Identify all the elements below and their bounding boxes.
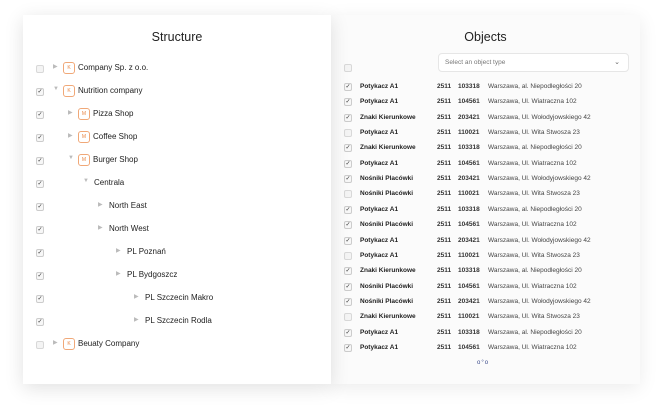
object-row[interactable] — [331, 251, 640, 265]
object-code: 2511 — [437, 343, 452, 351]
object-code: 2511 — [437, 83, 452, 90]
object-code: 2511 — [437, 205, 452, 213]
object-row[interactable] — [331, 282, 640, 296]
object-id: 203421 — [458, 236, 480, 244]
object-address: Warszawa, Ul. Wita Stwosza 23 — [488, 313, 580, 321]
tree-item-checkbox[interactable]: ✓ — [37, 89, 43, 95]
select-all-checkbox[interactable] — [344, 64, 352, 72]
object-row-checkbox[interactable]: ✓ — [345, 298, 351, 305]
tree-item-checkbox[interactable] — [36, 341, 44, 349]
tree-item[interactable] — [23, 108, 331, 122]
tree-item[interactable] — [23, 315, 331, 329]
tree-item[interactable] — [23, 269, 331, 283]
object-row-checkbox[interactable]: ✓ — [345, 329, 351, 336]
object-address: Warszawa, al. Niepodległości 20 — [488, 144, 582, 152]
object-address: Warszawa, Ul. Wita Stwosza 23 — [488, 251, 580, 259]
tree-item-label: Burger Shop — [93, 155, 138, 164]
objects-title: Objects — [464, 30, 507, 44]
object-row[interactable] — [331, 220, 640, 234]
object-id: 104561 — [458, 343, 480, 351]
tree-item-checkbox[interactable]: ✓ — [37, 227, 43, 233]
tree-item-checkbox[interactable]: ✓ — [37, 250, 43, 256]
object-id: 104561 — [458, 159, 480, 167]
object-id: 104561 — [458, 282, 480, 290]
object-name: Nośniki Placówki — [360, 221, 414, 229]
tree-item-label: Nutrition company — [78, 86, 143, 95]
tree-item[interactable] — [23, 246, 331, 260]
object-name: Znaki Kierunkowe — [360, 267, 416, 275]
caret-right-icon[interactable]: ▶ — [53, 340, 58, 346]
tree-item[interactable] — [23, 131, 331, 145]
object-code: 2511 — [437, 221, 452, 229]
object-row[interactable] — [331, 312, 640, 326]
caret-right-icon[interactable]: ▶ — [134, 317, 139, 323]
object-code: 2511 — [437, 282, 452, 290]
object-row-checkbox[interactable]: ✓ — [345, 160, 351, 167]
tree-item-label: North East — [109, 201, 147, 210]
tree-item-label: PL Szczecin Rodla — [145, 316, 212, 325]
object-name: Nośniki Placówki — [360, 282, 414, 290]
object-code: 2511 — [437, 113, 452, 121]
objects-panel — [331, 15, 640, 384]
object-name: Potykacz A1 — [360, 83, 399, 90]
tree-item[interactable] — [23, 85, 331, 99]
object-row[interactable] — [331, 297, 640, 311]
object-row[interactable] — [331, 159, 640, 173]
tree-item-label: Coffee Shop — [93, 132, 138, 141]
object-row[interactable] — [331, 205, 640, 219]
tree-item-label: Beuaty Company — [78, 339, 140, 348]
object-row[interactable] — [331, 128, 640, 142]
object-row[interactable] — [331, 174, 640, 188]
tree-item-label: Pizza Shop — [93, 109, 134, 118]
object-address: Warszawa, Ul. Wiatraczna 102 — [488, 221, 577, 229]
object-code: 2511 — [437, 190, 452, 198]
object-id: 103318 — [458, 205, 480, 213]
object-id: 103318 — [458, 328, 480, 336]
caret-right-icon[interactable]: ▶ — [53, 64, 58, 70]
tree-item-label: Company Sp. z o.o. — [78, 63, 149, 72]
object-code: 2511 — [437, 129, 452, 137]
object-address: Warszawa, Ul. Wołodyjowskiego 42 — [488, 113, 591, 121]
object-code: 2511 — [437, 236, 452, 244]
object-id: 110021 — [458, 129, 480, 137]
node-type-badge: M — [78, 154, 90, 166]
caret-down-icon[interactable]: ▼ — [53, 86, 59, 92]
object-id: 104561 — [458, 98, 480, 106]
object-row-checkbox[interactable]: ✓ — [345, 237, 351, 244]
object-code: 2511 — [437, 98, 452, 106]
object-name: Potykacz A1 — [360, 205, 399, 213]
object-name: Znaki Kierunkowe — [360, 144, 416, 152]
tree-item-checkbox[interactable]: ✓ — [37, 319, 43, 325]
object-id: 110021 — [458, 190, 480, 198]
caret-right-icon[interactable]: ▶ — [116, 271, 121, 277]
tree-item-checkbox[interactable]: ✓ — [37, 181, 43, 187]
node-type-badge: M — [78, 108, 90, 120]
object-name: Nośniki Placówki — [360, 175, 414, 183]
object-name: Potykacz A1 — [360, 159, 399, 167]
object-name: Potykacz A1 — [360, 129, 399, 137]
object-address: Warszawa, al. Niepodległości 20 — [488, 328, 582, 336]
object-row[interactable] — [331, 113, 640, 127]
object-row-checkbox[interactable]: ✓ — [345, 99, 351, 106]
object-id: 103318 — [458, 83, 480, 90]
object-row-checkbox[interactable]: ✓ — [345, 222, 351, 229]
caret-right-icon[interactable]: ▶ — [116, 248, 121, 254]
object-address: Warszawa, Ul. Wołodyjowskiego 42 — [488, 175, 591, 183]
object-address: Warszawa, Ul. Wita Stwosza 23 — [488, 129, 580, 137]
object-id: 110021 — [458, 251, 480, 259]
object-row-checkbox[interactable]: ✓ — [345, 268, 351, 275]
object-code: 2511 — [437, 251, 452, 259]
tree-item-checkbox[interactable]: ✓ — [37, 135, 43, 141]
object-row-checkbox[interactable] — [344, 129, 352, 137]
object-address: Warszawa, Ul. Wiatraczna 102 — [488, 159, 577, 167]
caret-right-icon[interactable]: ▶ — [98, 225, 103, 231]
object-address: Warszawa, al. Niepodległości 20 — [488, 83, 582, 90]
object-row-checkbox[interactable] — [344, 252, 352, 260]
object-id: 203421 — [458, 113, 480, 121]
object-name: Nośniki Placówki — [360, 190, 414, 198]
tree-item[interactable] — [23, 338, 331, 352]
structure-panel — [23, 15, 331, 384]
tree-item-label: PL Poznań — [127, 247, 166, 256]
tree-item-checkbox[interactable]: ✓ — [37, 273, 43, 279]
object-address: Warszawa, al. Niepodległości 20 — [488, 205, 582, 213]
object-row-checkbox[interactable]: ✓ — [345, 84, 351, 90]
object-row-checkbox[interactable]: ✓ — [345, 114, 351, 121]
object-id: 110021 — [458, 313, 480, 321]
tree-item[interactable] — [23, 62, 331, 76]
object-id: 104561 — [458, 221, 480, 229]
object-row[interactable] — [331, 189, 640, 203]
object-row-checkbox[interactable] — [344, 190, 352, 198]
tree-item[interactable] — [23, 292, 331, 306]
object-row[interactable] — [331, 82, 640, 96]
tree-item-checkbox[interactable]: ✓ — [37, 296, 43, 302]
tree-item-checkbox[interactable]: ✓ — [37, 112, 43, 118]
chevron-down-icon: ⌄ — [614, 59, 620, 66]
object-address: Warszawa, al. Niepodległości 20 — [488, 267, 582, 275]
node-type-badge: K — [63, 62, 75, 74]
object-row-checkbox[interactable]: ✓ — [345, 206, 351, 213]
object-code: 2511 — [437, 328, 452, 336]
object-id: 203421 — [458, 297, 480, 305]
object-type-select[interactable] — [438, 53, 629, 72]
object-code: 2511 — [437, 144, 452, 152]
object-row[interactable] — [331, 266, 640, 280]
object-code: 2511 — [437, 175, 452, 183]
object-code: 2511 — [437, 313, 452, 321]
object-code: 2511 — [437, 159, 452, 167]
object-name: Potykacz A1 — [360, 343, 399, 351]
object-code: 2511 — [437, 297, 452, 305]
object-address: Warszawa, Ul. Wołodyjowskiego 42 — [488, 236, 591, 244]
tree-item-checkbox[interactable]: ✓ — [37, 158, 43, 164]
object-row-checkbox[interactable]: ✓ — [345, 176, 351, 183]
object-name: Potykacz A1 — [360, 236, 399, 244]
object-code: 2511 — [437, 267, 452, 275]
caret-right-icon[interactable]: ▶ — [134, 294, 139, 300]
object-address: Warszawa, Ul. Wiatraczna 102 — [488, 343, 577, 351]
object-id: 203421 — [458, 175, 480, 183]
tree-item-label: North West — [109, 224, 149, 233]
caret-down-icon[interactable]: ▼ — [83, 178, 89, 184]
tree-item[interactable] — [23, 223, 331, 237]
loading-dots-icon: o°o — [477, 360, 490, 366]
object-row[interactable] — [331, 97, 640, 111]
node-type-badge: K — [63, 85, 75, 97]
caret-right-icon[interactable]: ▶ — [98, 202, 103, 208]
tree-item-checkbox[interactable] — [36, 65, 44, 73]
object-name: Nośniki Placówki — [360, 297, 414, 305]
object-name: Znaki Kierunkowe — [360, 113, 416, 121]
tree-item-label: PL Szczecin Makro — [145, 293, 214, 302]
object-row-checkbox[interactable]: ✓ — [345, 283, 351, 290]
tree-item[interactable] — [23, 177, 331, 191]
tree-item-label: Centrala — [94, 178, 125, 187]
object-address: Warszawa, Ul. Wiatraczna 102 — [488, 98, 577, 106]
caret-right-icon[interactable]: ▶ — [68, 133, 73, 139]
object-id: 103318 — [458, 144, 480, 152]
object-address: Warszawa, Ul. Wiatraczna 102 — [488, 282, 577, 290]
node-type-badge: K — [63, 338, 75, 350]
object-address: Warszawa, Ul. Wita Stwosza 23 — [488, 190, 580, 198]
object-row[interactable] — [331, 236, 640, 250]
structure-title: Structure — [151, 30, 203, 44]
node-type-badge: M — [78, 131, 90, 143]
object-row[interactable] — [331, 343, 640, 357]
object-name: Potykacz A1 — [360, 251, 399, 259]
tree-item-checkbox[interactable]: ✓ — [37, 204, 43, 210]
object-row[interactable] — [331, 328, 640, 342]
object-address: Warszawa, Ul. Wołodyjowskiego 42 — [488, 297, 591, 305]
object-id: 103318 — [458, 267, 480, 275]
object-name: Potykacz A1 — [360, 98, 399, 106]
object-name: Potykacz A1 — [360, 328, 399, 336]
tree-item-label: PL Bydgoszcz — [127, 270, 178, 279]
object-name: Znaki Kierunkowe — [360, 313, 416, 321]
tree-item[interactable] — [23, 154, 331, 168]
object-row-checkbox[interactable]: ✓ — [345, 344, 351, 351]
object-row-checkbox[interactable] — [344, 313, 352, 321]
object-row[interactable] — [331, 143, 640, 157]
caret-down-icon[interactable]: ▼ — [68, 155, 74, 161]
select-placeholder: Select an object type — [445, 59, 506, 66]
caret-right-icon[interactable]: ▶ — [68, 110, 73, 116]
tree-item[interactable] — [23, 200, 331, 214]
object-row-checkbox[interactable]: ✓ — [345, 145, 351, 152]
